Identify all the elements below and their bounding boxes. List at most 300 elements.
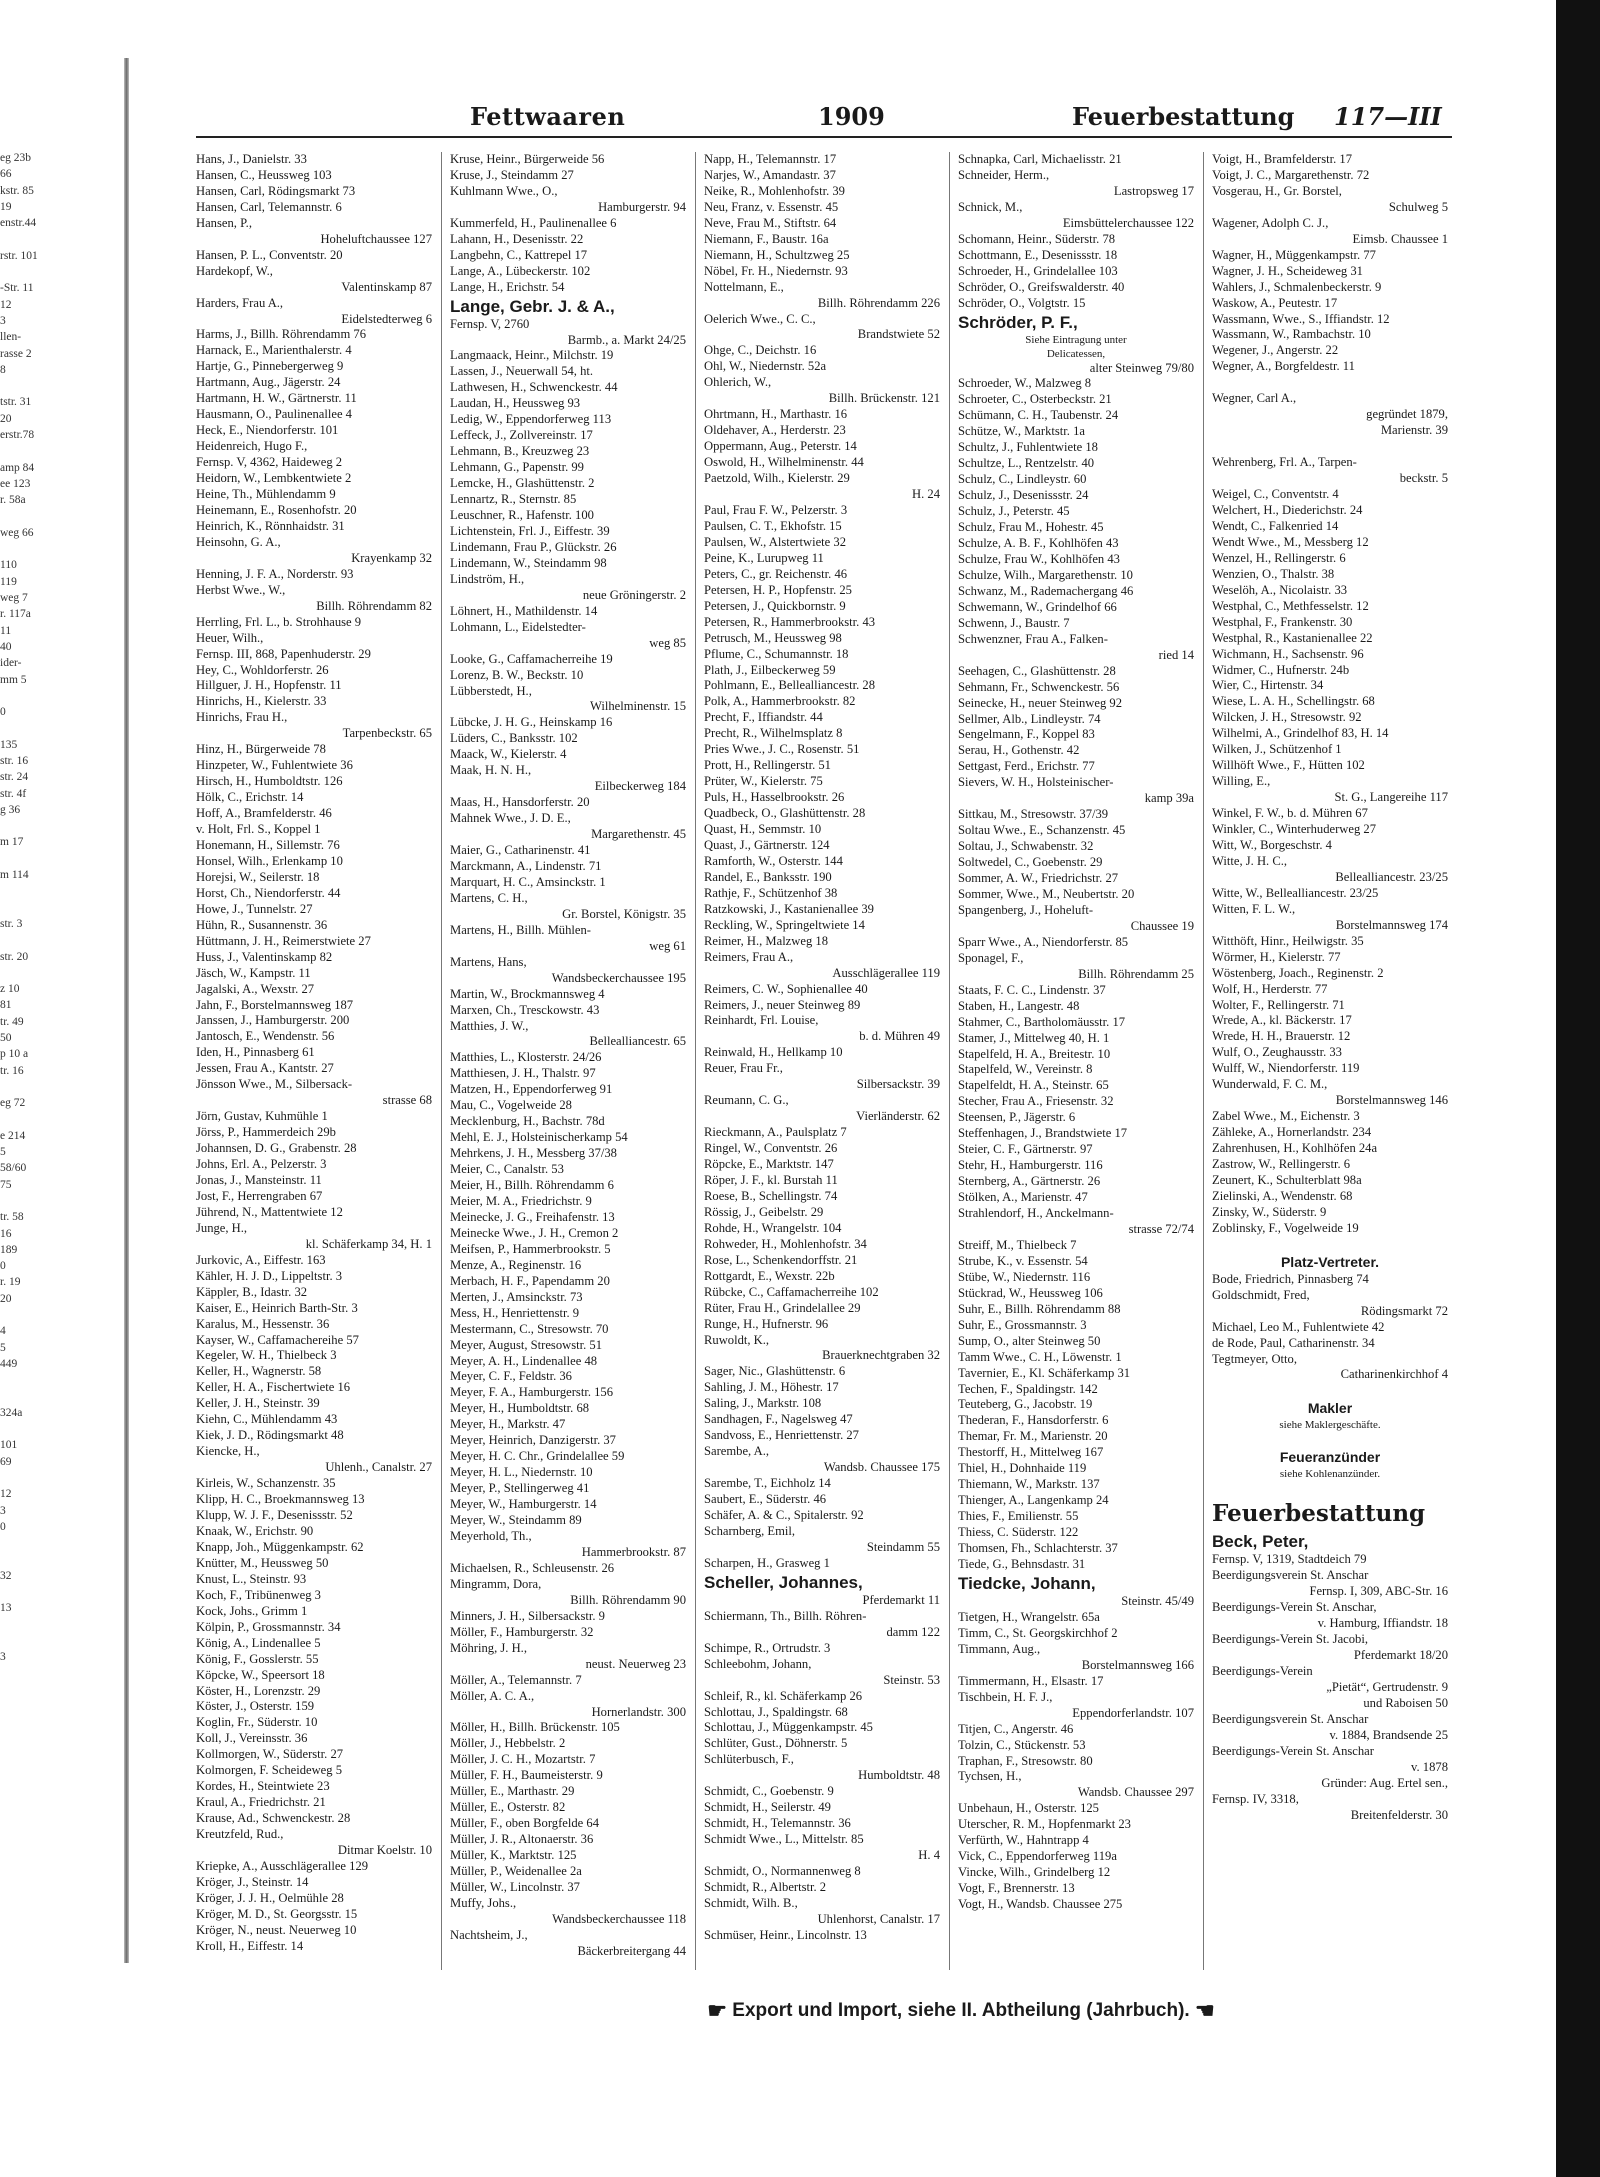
directory-entry: Mahnek Wwe., J. D. E., (450, 811, 571, 826)
directory-entry: Thienger, A., Langenkamp 24 (958, 1493, 1109, 1508)
directory-entry: Harnack, E., Marienthalerstr. 4 (196, 343, 352, 358)
fragment-line (0, 1535, 82, 1551)
directory-entry: Schütze, W., Marktstr. 1a (958, 424, 1085, 439)
directory-entry: Randel, E., Banksstr. 190 (704, 869, 832, 884)
directory-entry: Merten, J., Amsinckstr. 73 (450, 1289, 583, 1304)
directory-entry: Kröger, N., neust. Neuerweg 10 (196, 1922, 357, 1937)
directory-entry: Keller, J. H., Steinstr. 39 (196, 1396, 320, 1411)
directory-entry: Kiencke, H., (196, 1444, 260, 1459)
entry-continuation: Ausschlägerallee 119 (832, 965, 940, 980)
entry-continuation: strasse 68 (382, 1093, 432, 1108)
directory-entry: Lange, A., Lübeckerstr. 102 (450, 263, 591, 278)
directory-entry: Suhr, E., Grossmannstr. 3 (958, 1317, 1087, 1332)
directory-entry: Vogt, H., Wandsb. Chaussee 275 (958, 1897, 1123, 1912)
directory-entry: Wendt Wwe., M., Messberg 12 (1212, 534, 1369, 549)
directory-entry: Möller, F., Hamburgerstr. 32 (450, 1624, 594, 1639)
directory-entry: Wilken, J., Schützenhof 1 (1212, 742, 1342, 757)
directory-entry: Horst, Ch., Niendorferstr. 44 (196, 885, 341, 900)
directory-entry: Soltau, J., Schwabenstr. 32 (958, 839, 1094, 854)
entry-continuation: Pferdemarkt 11 (862, 1592, 940, 1607)
directory-entry: Michael, Leo M., Fuhlentwiete 42 (1212, 1319, 1385, 1334)
directory-entry: Hansen, Carl, Rödingsmarkt 73 (196, 183, 356, 198)
directory-entry (1212, 375, 1448, 391)
header-year: 1909 (818, 102, 885, 131)
directory-entry: Timm, C., St. Georgskirchhof 2 (958, 1625, 1118, 1640)
directory-entry: Schroeder, W., Malzweg 8 (958, 376, 1092, 391)
directory-entry: Hansen, Carl, Telemannstr. 6 (196, 199, 342, 214)
fragment-line: weg 7 (0, 592, 28, 605)
directory-entry: Schlüterbusch, F., (704, 1752, 794, 1767)
fragment-line: tr. 58 (0, 1211, 24, 1224)
fragment-line (0, 720, 82, 736)
directory-entry: Tolzin, C., Stückenstr. 53 (958, 1737, 1086, 1752)
directory-entry: Vick, C., Eppendorferweg 119a (958, 1849, 1117, 1864)
directory-entry: Sarembe, T., Eichholz 14 (704, 1476, 831, 1491)
directory-entry: Meyer, August, Stresowstr. 51 (450, 1337, 603, 1352)
directory-entry: Meyer, W., Hamburgerstr. 14 (450, 1497, 597, 1512)
fragment-line: 16 (0, 1227, 12, 1240)
directory-entry: Sarembe, A., (704, 1444, 770, 1459)
directory-entry: Köpcke, W., Speersort 18 (196, 1667, 325, 1682)
entry-continuation: Wandsb. Chaussee 297 (1077, 1785, 1194, 1800)
directory-entry: Reimers, C. W., Sophienallee 40 (704, 981, 868, 996)
directory-entry: Wahlers, J., Schmalenbeckerstr. 9 (1212, 279, 1382, 294)
directory-entry: Staben, H., Langestr. 48 (958, 998, 1080, 1013)
column-3 (704, 152, 940, 1970)
directory-entry: Precht, R., Wilhelmsplatz 8 (704, 726, 843, 741)
directory-entry: Wichmann, H., Sachsenstr. 96 (1212, 646, 1364, 661)
directory-entry: Wegener, J., Angerstr. 22 (1212, 343, 1339, 358)
section-heading: Feueranzünder (1279, 1449, 1381, 1466)
entry-continuation: Steinstr. 53 (883, 1672, 940, 1687)
entry-continuation: H. 4 (918, 1848, 940, 1863)
directory-entry: Kayser, W., Caffamachereihe 57 (196, 1332, 359, 1347)
directory-entry: Streiff, M., Thielbeck 7 (958, 1237, 1077, 1252)
entry-continuation: Billh. Röhrendamm 25 (1078, 966, 1194, 981)
directory-entry: Lehmann, G., Papenstr. 99 (450, 460, 584, 475)
directory-entry: Witten, F. L. W., (1212, 901, 1296, 916)
directory-entry: Schmüser, Heinr., Lincolnstr. 13 (704, 1927, 867, 1942)
directory-entry: Ohrtmann, H., Marthastr. 16 (704, 407, 848, 422)
directory-entry: Sievers, W. H., Holsteinischer- (958, 775, 1114, 790)
directory-entry: Marckmann, A., Lindenstr. 71 (450, 858, 602, 873)
directory-entry: Tischbein, H. F. J., (958, 1689, 1053, 1704)
entry-continuation: Barmb., a. Markt 24/25 (567, 332, 686, 347)
directory-entry: Nöbel, Fr. H., Niedernstr. 93 (704, 263, 848, 278)
pointing-hand-left-icon: ☚ (1194, 1998, 1215, 2023)
directory-entry: Menze, A., Reginenstr. 16 (450, 1257, 582, 1272)
directory-entry: Petersen, J., Quickbornstr. 9 (704, 598, 846, 613)
directory-entry: Schäfer, A. & C., Spitalerstr. 92 (704, 1508, 864, 1523)
directory-entry: Zinsky, W., Süderstr. 9 (1212, 1204, 1327, 1219)
directory-entry: Neve, Frau M., Stiftstr. 64 (704, 215, 837, 230)
directory-entry: Stapelfeld, W., Vereinstr. 8 (958, 1062, 1093, 1077)
entry-continuation: v. 1884, Brandsende 25 (1329, 1727, 1448, 1742)
directory-entry: Sittkau, M., Stresowstr. 37/39 (958, 807, 1109, 822)
entry-continuation: Eppendorferlandstr. 107 (1072, 1705, 1194, 1720)
entry-continuation: Billh. Röhrendamm 82 (316, 598, 432, 613)
directory-entry: Spangenberg, J., Hoheluft- (958, 902, 1094, 917)
directory-entry: Heidorn, W., Lembkentwiete 2 (196, 471, 352, 486)
fragment-line: str. 4f (0, 787, 27, 800)
directory-entry: Johannsen, D. G., Grabenstr. 28 (196, 1141, 357, 1156)
entry-continuation: Eimsb. Chaussee 1 (1352, 231, 1448, 246)
directory-entry: Goldschmidt, Fred, (1212, 1287, 1310, 1302)
entry-continuation: Hamburgerstr. 94 (598, 199, 686, 214)
fragment-line: 66 (0, 168, 12, 181)
directory-entry: Knaak, W., Erichstr. 90 (196, 1523, 314, 1538)
directory-entry: Jönsson Wwe., M., Silbersack- (196, 1077, 353, 1092)
directory-entry: Müller, K., Marktstr. 125 (450, 1848, 577, 1863)
directory-entry: Hansen, C., Heussweg 103 (196, 167, 332, 182)
fragment-line: str. 16 (0, 754, 29, 767)
section-big: Scheller, Johannes, (704, 1572, 863, 1592)
fragment-line: rstr. 101 (0, 249, 38, 262)
directory-entry: Schulze, A. B. F., Kohlhöfen 43 (958, 536, 1119, 551)
directory-entry: Pflume, C., Schumannstr. 18 (704, 646, 849, 661)
directory-entry: Wagner, J. H., Scheideweg 31 (1212, 263, 1363, 278)
directory-entry: Westphal, F., Frankenstr. 30 (1212, 614, 1353, 629)
directory-entry: Schroeter, C., Osterbeckstr. 21 (958, 392, 1112, 407)
fragment-line: 12 (0, 1488, 12, 1501)
entry-continuation: Vierländerstr. 62 (856, 1109, 940, 1124)
directory-entry: Schmidt, R., Albertstr. 2 (704, 1879, 827, 1894)
page-gutter (124, 58, 129, 1963)
directory-entry: Karalus, M., Hessenstr. 36 (196, 1316, 330, 1331)
directory-entry: Rohweder, H., Mohlenhofstr. 34 (704, 1236, 867, 1251)
fragment-line: str. 20 (0, 950, 29, 963)
directory-entry: Soltwedel, C., Goebenstr. 29 (958, 855, 1103, 870)
directory-entry: Vogt, F., Brennerstr. 13 (958, 1881, 1075, 1896)
directory-entry: Wunderwald, F. C. M., (1212, 1077, 1328, 1092)
fragment-line: 75 (0, 1178, 12, 1191)
directory-entry: Klipp, H. C., Broekmannsweg 13 (196, 1492, 365, 1507)
directory-entry: Quadbeck, O., Glashüttenstr. 28 (704, 806, 866, 821)
fragment-line: 0 (0, 1520, 6, 1533)
fragment-line: amp 84 (0, 461, 35, 474)
directory-entry: Hüttmann, J. H., Reimerstwiete 27 (196, 933, 371, 948)
directory-entry: Matthiesen, J. H., Thalstr. 97 (450, 1066, 596, 1081)
directory-entry: Kölpin, P., Grossmannstr. 34 (196, 1619, 341, 1634)
entry-continuation: Chaussee 19 (1130, 918, 1194, 933)
entry-continuation: Eilbeckerweg 184 (594, 779, 686, 794)
directory-entry: Meier, C., Canalstr. 53 (450, 1162, 564, 1177)
entry-continuation: Billh. Röhrendamm 226 (817, 295, 940, 310)
directory-entry: Beerdigungsverein St. Anschar (1212, 1711, 1369, 1726)
fragment-line: ider- (0, 657, 22, 670)
fragment-line: weg 66 (0, 526, 34, 539)
fragment-line: e 214 (0, 1129, 26, 1142)
directory-entry: Schlüter, Gust., Döhnerstr. 5 (704, 1736, 848, 1751)
directory-entry: Kraul, A., Friedrichstr. 21 (196, 1795, 326, 1810)
fragment-line: 32 (0, 1569, 12, 1582)
directory-entry: Schultze, L., Rentzelstr. 40 (958, 456, 1095, 471)
directory-entry: Mehrkens, J. H., Messberg 37/38 (450, 1146, 617, 1161)
directory-entry: Timmann, Aug., (958, 1641, 1041, 1656)
directory-entry: Stapelfeld, H. A., Breitestr. 10 (958, 1046, 1111, 1061)
directory-entry: Kuhlmann Wwe., O., (450, 183, 558, 198)
directory-entry: Leuschner, R., Hafenstr. 100 (450, 508, 594, 523)
directory-entry: Minners, J. H., Silbersackstr. 9 (450, 1608, 605, 1623)
directory-entry: Schmidt Wwe., L., Mittelstr. 85 (704, 1832, 864, 1847)
directory-entry: Sellmer, Alb., Lindleystr. 74 (958, 711, 1101, 726)
entry-continuation: Uhlenhorst, Canalstr. 17 (817, 1911, 940, 1926)
directory-entry: Möller, A. C. A., (450, 1688, 535, 1703)
directory-entry: Wrede, H. H., Brauerstr. 12 (1212, 1029, 1351, 1044)
entry-continuation: St. G., Langereihe 117 (1334, 790, 1448, 805)
fragment-line (0, 378, 82, 394)
directory-entry: Rathje, F., Schützenhof 38 (704, 885, 838, 900)
directory-entry: Jörss, P., Hammerdeich 29b (196, 1125, 336, 1140)
directory-entry: Heinemann, E., Rosenhofstr. 20 (196, 502, 357, 517)
directory-entry: Fernsp. V, 2760 (450, 316, 530, 331)
entry-continuation: Bellealliancestr. 23/25 (1335, 869, 1448, 884)
directory-entry: Tamm Wwe., C. H., Löwenstr. 1 (958, 1349, 1122, 1364)
entry-continuation: Marienstr. 39 (1380, 423, 1448, 438)
directory-entry: Schulz, J., Desenissstr. 24 (958, 488, 1089, 503)
directory-entry: Möller, H., Billh. Brückenstr. 105 (450, 1720, 620, 1735)
directory-entry: Scharnberg, Emil, (704, 1523, 796, 1538)
directory-entry: Schnick, M., (958, 199, 1023, 214)
directory-entry: Schwanz, M., Rademachergang 46 (958, 583, 1134, 598)
directory-entry: Wenzel, H., Rellingerstr. 6 (1212, 550, 1346, 565)
directory-entry: Hühn, R., Susannenstr. 36 (196, 917, 328, 932)
directory-entry: Bode, Friedrich, Pinnasberg 74 (1212, 1271, 1369, 1286)
directory-entry: Möller, J. C. H., Mozartstr. 7 (450, 1752, 596, 1767)
directory-entry: Michaelsen, R., Schleusenstr. 26 (450, 1560, 615, 1575)
directory-entry: Prüter, W., Kielerstr. 75 (704, 774, 823, 789)
section-sub: Siehe Eintragung unter (1025, 333, 1127, 346)
directory-entry: Möller, A., Telemannstr. 7 (450, 1672, 582, 1687)
fragment-line (0, 900, 82, 916)
directory-entry: Zeunert, K., Schulterblatt 98a (1212, 1173, 1362, 1187)
directory-entry: Wilhelmi, A., Grindelhof 83, H. 14 (1212, 726, 1389, 741)
header-right-keyword: Feuerbestattung (1072, 102, 1295, 131)
fragment-line: 3 (0, 314, 6, 327)
fragment-line: 189 (0, 1243, 18, 1256)
fragment-line (0, 1193, 82, 1209)
directory-entry: Hartmann, Aug., Jägerstr. 24 (196, 375, 341, 390)
column-separator (1203, 152, 1204, 1970)
directory-entry: Wulff, W., Niendorferstr. 119 (1212, 1061, 1360, 1076)
directory-entry: Soltau Wwe., E., Schanzenstr. 45 (958, 823, 1126, 838)
directory-entry: Koch, F., Tribünenweg 3 (196, 1587, 321, 1602)
fragment-line: ee 123 (0, 477, 31, 490)
directory-entry: Narjes, W., Amandastr. 37 (704, 167, 836, 182)
fragment-line: tstr. 31 (0, 396, 32, 409)
entry-continuation: „Pietät“, Gertrudenstr. 9 (1326, 1679, 1448, 1694)
directory-entry: Kiek, J. D., Rödingsmarkt 48 (196, 1428, 344, 1443)
entry-continuation: strasse 72/74 (1128, 1222, 1194, 1236)
directory-entry: Marxen, Ch., Tresckowstr. 43 (450, 1002, 600, 1017)
directory-entry: Lahann, H., Desenisstr. 22 (450, 231, 584, 246)
directory-entry (1212, 1432, 1448, 1448)
column-separator (441, 152, 442, 1970)
directory-entry: Möller, J., Hebbelstr. 2 (450, 1736, 566, 1751)
directory-entry: Welchert, H., Diederichstr. 24 (1212, 502, 1363, 517)
directory-entry: Wendt, C., Falkenried 14 (1212, 518, 1339, 533)
directory-entry: Mecklenburg, H., Bachstr. 78d (450, 1114, 605, 1129)
directory-entry: Uterscher, R. M., Hopfenmarkt 23 (958, 1817, 1131, 1832)
directory-entry: Schottmann, E., Desenissstr. 18 (958, 247, 1118, 262)
directory-entry: Junge, H., (196, 1220, 248, 1235)
directory-entry: Reimers, Frau A., (704, 949, 794, 964)
directory-entry: Paetzold, Wilh., Kielerstr. 29 (704, 471, 850, 486)
entry-continuation: Humboldtstr. 48 (858, 1768, 940, 1783)
fragment-line: 0 (0, 706, 6, 719)
entry-continuation: Eidelstedterweg 6 (341, 311, 432, 326)
directory-entry: Weselöh, A., Nicolaistr. 33 (1212, 582, 1348, 597)
directory-entry: Schümann, C. H., Taubenstr. 24 (958, 408, 1119, 423)
entry-columns (196, 152, 1452, 1972)
directory-entry: Kirleis, W., Schanzenstr. 35 (196, 1476, 336, 1491)
fragment-line: eg 23b (0, 152, 31, 164)
directory-entry: Sump, O., alter Steinweg 50 (958, 1333, 1101, 1348)
entry-continuation: Gründer: Aug. Ertel sen., (1321, 1775, 1448, 1790)
header-rule (196, 136, 1452, 138)
directory-entry: Zahrenhusen, H., Kohlhöfen 24a (1212, 1141, 1378, 1156)
directory-entry: Ratzkowski, J., Kastanienallee 39 (704, 901, 874, 916)
directory-entry: Wiese, L. A. H., Schellingstr. 68 (1212, 694, 1375, 709)
fragment-line: 19 (0, 200, 12, 213)
directory-entry: Herbst Wwe., W., (196, 582, 286, 597)
directory-entry: Heinsohn, G. A., (196, 534, 281, 549)
entry-continuation: Borstelmannsweg 174 (1335, 917, 1448, 932)
directory-entry: Schroeder, H., Grindelallee 103 (958, 263, 1118, 278)
entry-continuation: Billh. Röhrendamm 90 (570, 1592, 686, 1607)
fragment-line: m 17 (0, 836, 24, 849)
directory-entry: Tietgen, H., Wrangelstr. 65a (958, 1609, 1100, 1624)
fragment-line: z 10 (0, 983, 20, 996)
directory-entry: Meyer, W., Steindamm 89 (450, 1513, 582, 1528)
entry-continuation: Bellealliancestr. 65 (589, 1034, 686, 1049)
directory-entry: Schulze, Wilh., Margarethenstr. 10 (958, 567, 1133, 582)
entry-continuation: Uhlenh., Canalstr. 27 (325, 1460, 432, 1475)
directory-entry: Lennartz, R., Sternstr. 85 (450, 492, 577, 507)
directory-entry: Rübcke, C., Caffamacherreihe 102 (704, 1284, 879, 1299)
directory-entry: Rohde, H., Wrangelstr. 104 (704, 1220, 842, 1235)
directory-entry: Kegeler, W. H., Thielbeck 3 (196, 1348, 337, 1363)
directory-entry: Willing, E., (1212, 774, 1271, 789)
directory-entry: Petersen, R., Hammerbrookstr. 43 (704, 614, 876, 629)
column-2 (450, 152, 686, 1970)
fragment-line: 40 (0, 640, 12, 653)
directory-entry: Schmidt, H., Telemannstr. 36 (704, 1816, 851, 1831)
directory-entry: Kröger, M. D., St. Georgsstr. 15 (196, 1906, 358, 1921)
directory-entry: Hillguer, J. H., Hopfenstr. 11 (196, 678, 342, 693)
directory-entry: Wrede, A., kl. Bäckerstr. 17 (1212, 1013, 1352, 1028)
entry-continuation: weg 85 (649, 635, 686, 650)
column-5 (1212, 152, 1448, 1970)
fragment-line (0, 1307, 82, 1323)
directory-entry: Settgast, Ferd., Erichstr. 77 (958, 759, 1095, 774)
fragment-line (0, 1421, 82, 1437)
directory-entry: Precht, F., Iffiandstr. 44 (704, 710, 823, 725)
directory-entry: Hansen, P. L., Conventstr. 20 (196, 247, 343, 262)
entry-continuation: Steindamm 55 (866, 1539, 940, 1554)
directory-entry: Köster, J., Osterstr. 159 (196, 1699, 315, 1714)
directory-entry: Polk, A., Hammerbrookstr. 82 (704, 694, 856, 709)
directory-entry: Zoblinsky, F., Vogelweide 19 (1212, 1220, 1359, 1235)
directory-entry: Kriepke, A., Ausschlägerallee 129 (196, 1858, 369, 1873)
directory-entry: Fernsp. III, 868, Papenhuderstr. 29 (196, 646, 371, 661)
directory-entry: Roese, B., Schellingstr. 74 (704, 1188, 838, 1203)
fragment-line: 13 (0, 1602, 12, 1615)
fragment-line (0, 231, 82, 247)
directory-entry: Kröger, J., Steinstr. 14 (196, 1874, 309, 1889)
directory-entry: Schiermann, Th., Billh. Röhren- (704, 1608, 867, 1623)
fragment-line: 3 (0, 1651, 6, 1664)
entry-continuation: Krayenkamp 32 (351, 550, 432, 565)
directory-entry: Ringel, W., Conventstr. 26 (704, 1141, 838, 1156)
directory-entry: Beerdigungs-Verein St. Anschar (1212, 1743, 1374, 1758)
directory-entry: Wagner, H., Müggenkampstr. 77 (1212, 247, 1376, 262)
entry-continuation: v. 1878 (1411, 1759, 1448, 1774)
section-huge: Feuerbestattung (1212, 1500, 1426, 1528)
directory-entry: Schulz, J., Peterstr. 45 (958, 504, 1070, 519)
directory-entry: Scharpen, H., Grasweg 1 (704, 1555, 830, 1570)
directory-entry: Petrusch, M., Heussweg 98 (704, 630, 842, 645)
directory-entry: Looke, G., Caffamacherreihe 19 (450, 651, 613, 666)
directory-entry: Johns, Erl. A., Pelzerstr. 3 (196, 1157, 327, 1172)
entry-continuation: Hornerlandstr. 300 (591, 1704, 686, 1719)
entry-continuation: gegründet 1879, (1366, 407, 1448, 422)
fragment-line: kstr. 85 (0, 184, 34, 197)
directory-entry: Quast, J., Gärtnerstr. 124 (704, 837, 830, 852)
directory-entry: Köster, H., Lorenzstr. 29 (196, 1683, 321, 1698)
directory-entry: Röpcke, E., Marktstr. 147 (704, 1157, 834, 1172)
directory-entry: Rose, L., Schenkendorffstr. 21 (704, 1252, 858, 1267)
directory-entry: Beerdigungs-Verein St. Anschar, (1212, 1600, 1377, 1615)
directory-entry: Heuer, Wilh., (196, 630, 264, 645)
directory-entry: Wehrenberg, Frl. A., Tarpen- (1212, 455, 1357, 470)
entry-continuation: b. d. Mühren 49 (859, 1029, 940, 1044)
directory-entry: Keller, H. A., Fischertwiete 16 (196, 1380, 351, 1395)
fragment-line (0, 541, 82, 557)
entry-continuation: alter Steinweg 79/80 (1089, 360, 1194, 375)
fragment-line: 119 (0, 575, 17, 588)
directory-entry: Jost, F., Herrengraben 67 (196, 1188, 323, 1203)
directory-entry: Schröder, O., Greifswalderstr. 40 (958, 279, 1125, 294)
directory-entry: Ruwoldt, K., (704, 1332, 770, 1347)
directory-entry: Serau, H., Gothenstr. 42 (958, 743, 1080, 758)
entry-continuation: Hoheluftchaussee 127 (320, 231, 432, 246)
directory-entry: Sandvoss, E., Henriettenstr. 27 (704, 1428, 859, 1443)
directory-entry: Paulsen, W., Alstertwiete 32 (704, 534, 847, 549)
directory-entry: Sommer, Wwe., M., Neubertstr. 20 (958, 886, 1135, 901)
directory-entry: Ramforth, W., Osterstr. 144 (704, 853, 843, 868)
fragment-line (0, 688, 82, 704)
directory-entry: Schulz, C., Lindleystr. 60 (958, 472, 1087, 487)
directory-entry: Sponagel, F., (958, 950, 1024, 965)
directory-entry: Jäsch, W., Kampstr. 11 (196, 965, 311, 980)
column-separator (949, 152, 950, 1970)
column-1 (196, 152, 432, 1970)
directory-entry: Reimers, J., neuer Steinweg 89 (704, 997, 861, 1012)
directory-entry: Howe, J., Tunnelstr. 27 (196, 901, 313, 916)
fragment-line: r. 19 (0, 1276, 21, 1289)
directory-entry: Sternberg, A., Gärtnerstr. 26 (958, 1174, 1101, 1189)
directory-entry: Lindström, H., (450, 571, 525, 586)
directory-entry (1212, 1383, 1448, 1399)
directory-entry: Niemann, H., Schultzweg 25 (704, 247, 850, 262)
directory-entry: Runge, H., Hufnerstr. 96 (704, 1316, 829, 1331)
directory-entry: Schmidt, C., Goebenstr. 9 (704, 1784, 834, 1799)
fragment-line: 50 (0, 1032, 12, 1045)
directory-entry: Thiess, C. Süderstr. 122 (958, 1525, 1079, 1540)
directory-entry: Fernsp. V, 4362, Haideweg 2 (196, 455, 343, 470)
directory-entry: Horejsi, W., Seilerstr. 18 (196, 869, 320, 884)
